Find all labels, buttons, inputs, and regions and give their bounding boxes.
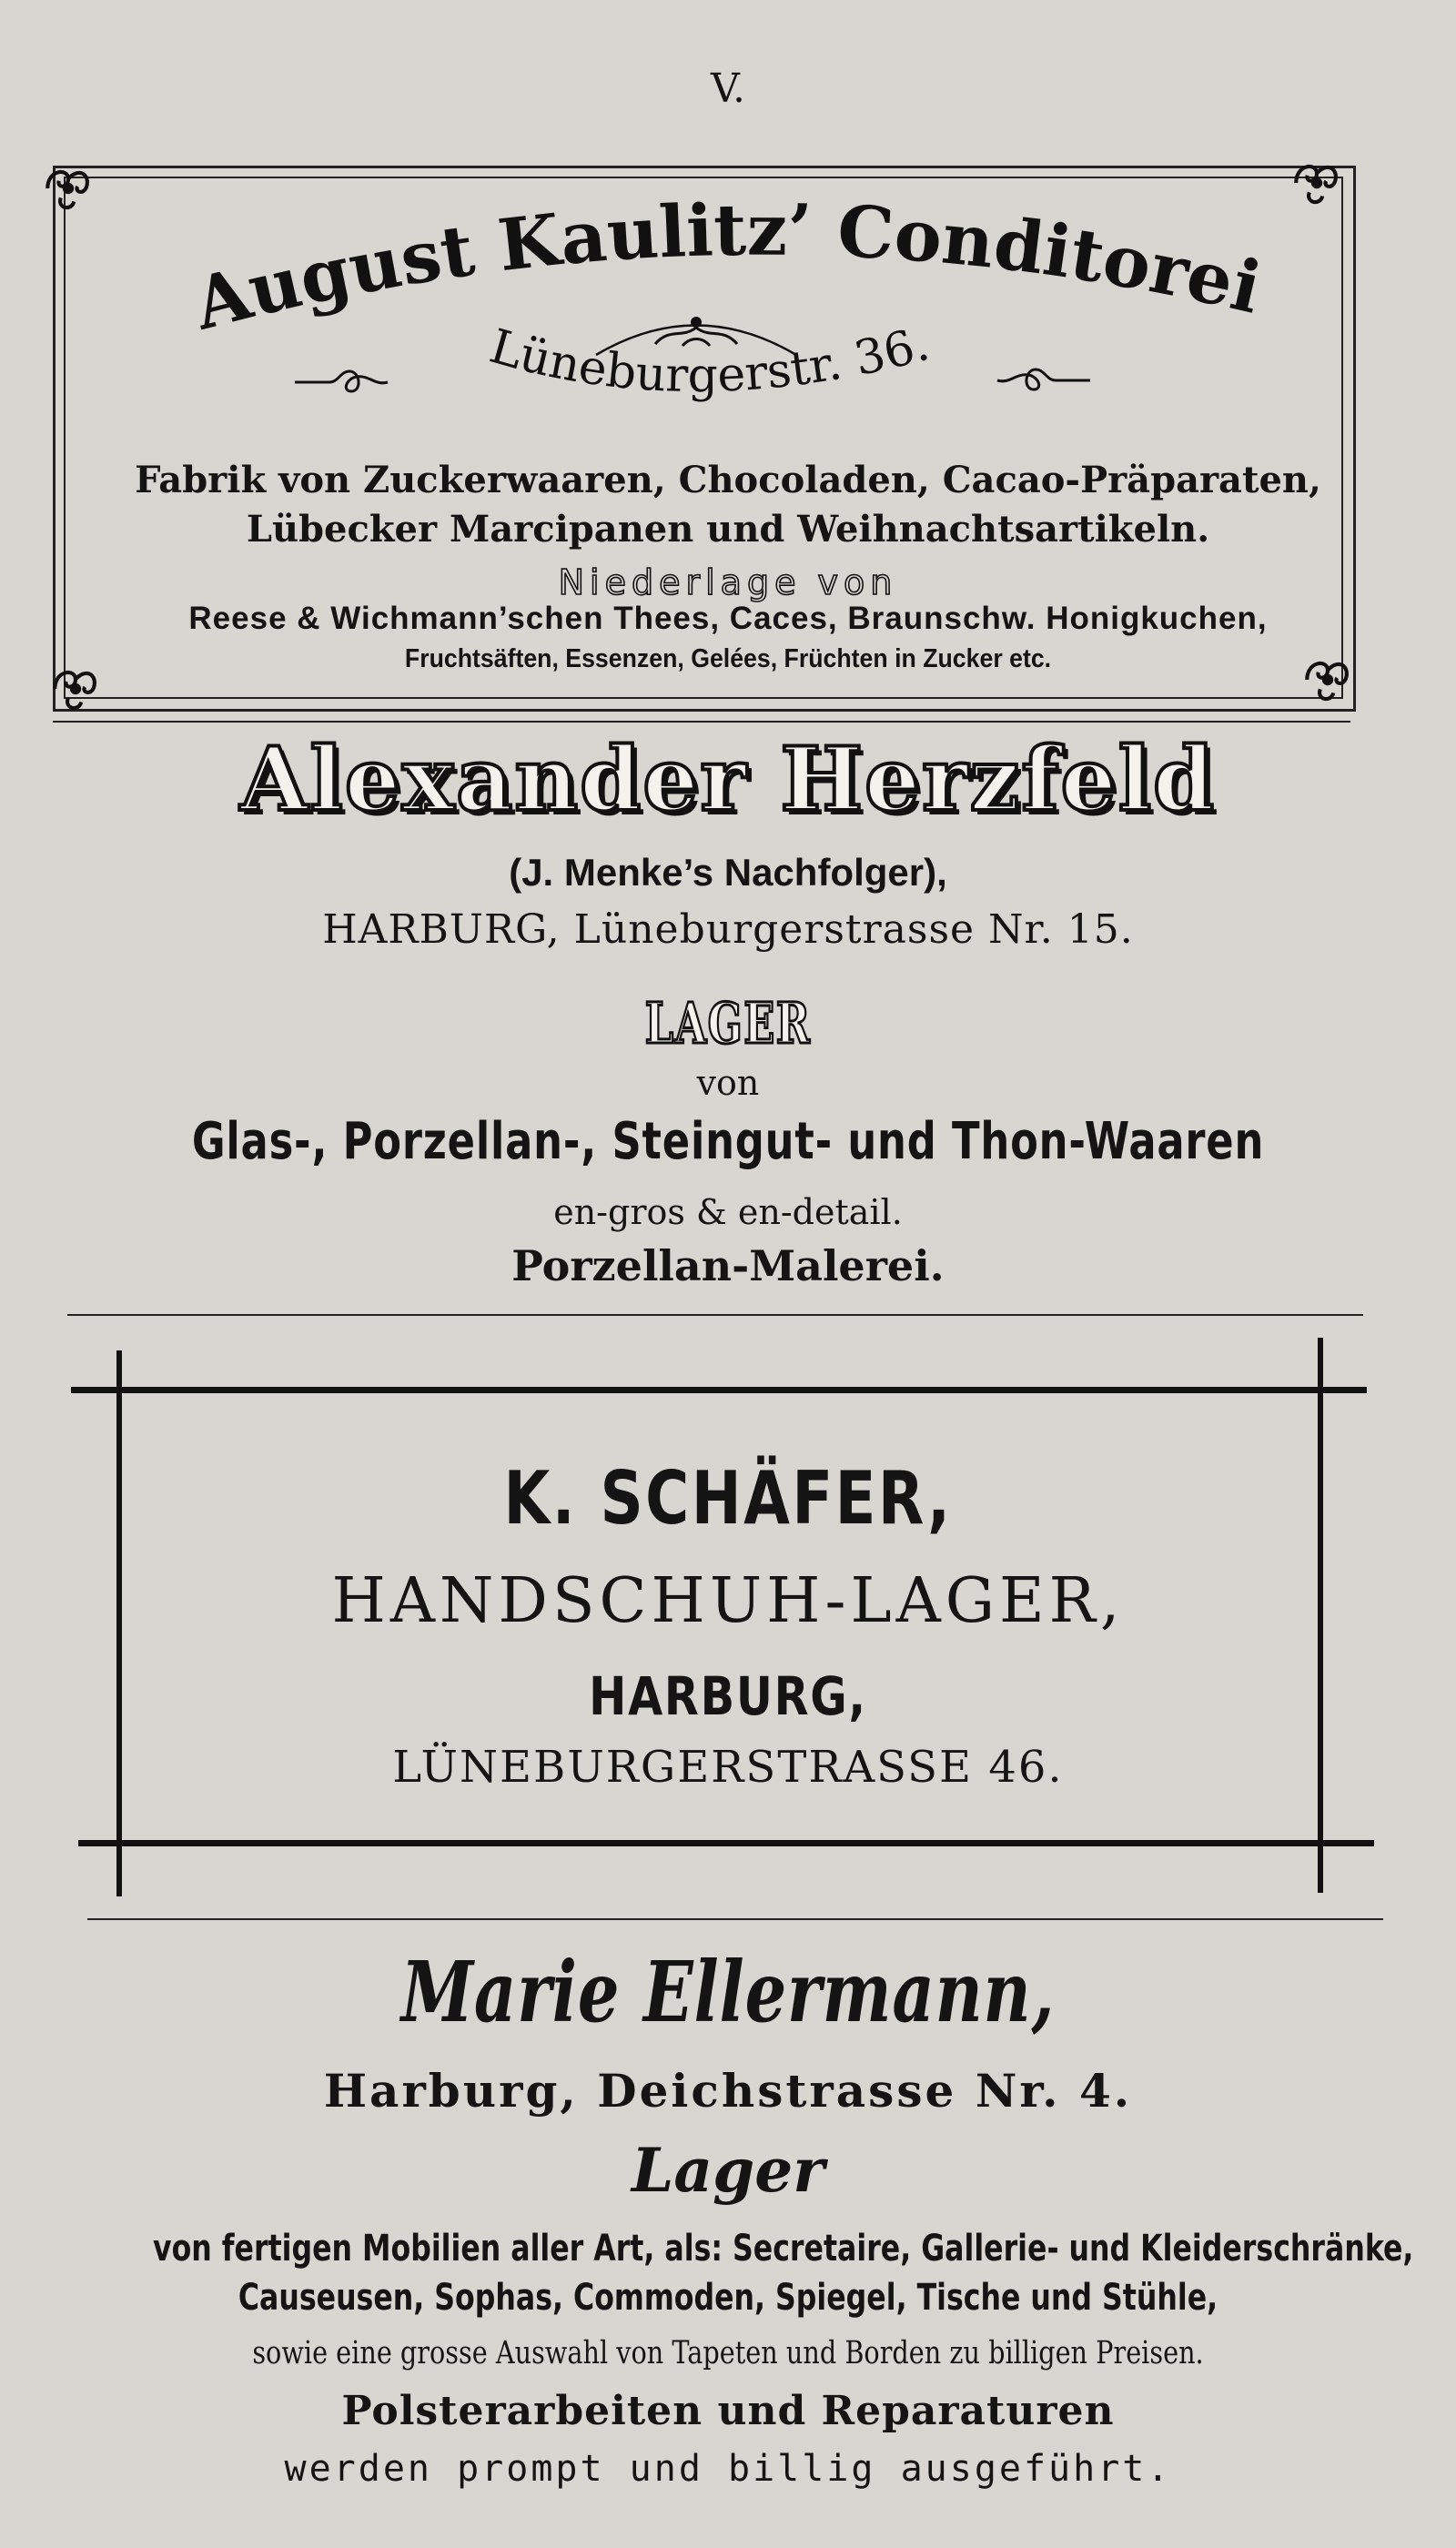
corner-ornament-icon xyxy=(40,160,96,217)
ad-herzfeld-painting: Porzellan-Malerei. xyxy=(511,1241,945,1290)
ad-schaefer-name: K. SCHÄFER, xyxy=(503,1456,953,1541)
ad-herzfeld-trade: en-gros & en-detail. xyxy=(553,1192,903,1232)
ad-herzfeld-name: Alexander Herzfeld xyxy=(239,728,1217,831)
ad-kaulitz-line4: Reese & Wichmann’schen Thees, Caces, Braunschw. Honigkuchen, xyxy=(188,601,1268,636)
ad-ellermann-address: Harburg, Deichstrasse Nr. 4. xyxy=(323,2064,1133,2118)
divider-rule xyxy=(87,1918,1383,1920)
ad-ellermann-line5: werden prompt und billig ausgeführt. xyxy=(284,2448,1172,2490)
ad-herzfeld-von: von xyxy=(696,1063,760,1103)
ad-kaulitz-line5: Fruchtsäften, Essenzen, Gelées, Früchten in Zucker etc. xyxy=(404,644,1052,673)
ad-herzfeld-successor: (J. Menke’s Nachfolger), xyxy=(509,851,947,894)
svg-text:Lüneburgerstr. 36.: Lüneburgerstr. 36. xyxy=(483,317,935,404)
ad-ellermann-line3: sowie eine grosse Auswahl von Tapeten und Borden zu billigen Preisen. xyxy=(252,2335,1204,2371)
ad-herzfeld-lager: LAGER xyxy=(644,990,812,1057)
divider-rule xyxy=(67,1314,1363,1316)
ad-schaefer-business: HANDSCHUH-LAGER, xyxy=(331,1565,1125,1637)
divider-rule xyxy=(53,721,1350,723)
ad-herzfeld-wares: Glas-, Porzellan-, Steingut- und Thon-Waaren xyxy=(191,1112,1265,1171)
svg-text:August Kaulitz’ Conditorei: August Kaulitz’ Conditorei xyxy=(185,191,1269,347)
ad-ellermann-line4: Polsterarbeiten und Reparaturen xyxy=(341,2388,1115,2434)
ad-schaefer-bar-bottom xyxy=(78,1840,1374,1846)
ad-ellermann-name: Marie Ellermann, xyxy=(400,1943,1056,2041)
ad-kaulitz-line2: Lübecker Marcipanen und Weihnachtsartikeln. xyxy=(246,508,1210,551)
ad-schaefer-bar-top xyxy=(71,1387,1367,1393)
ad-kaulitz-street xyxy=(282,309,1074,446)
ad-ellermann-line2: Causeusen, Sophas, Commoden, Spiegel, Tische und Stühle, xyxy=(238,2277,1218,2319)
ad-kaulitz-line3: Niederlage von xyxy=(558,562,898,602)
ad-ellermann-lager: Lager xyxy=(631,2135,825,2206)
ad-kaulitz-line1: Fabrik von Zuckerwaaren, Chocoladen, Cacao-Präparaten, xyxy=(135,459,1321,501)
ad-schaefer-street: LÜNEBURGERSTRASSE 46. xyxy=(392,1742,1064,1793)
ad-herzfeld-address: HARBURG, Lüneburgerstrasse Nr. 15. xyxy=(322,906,1134,953)
page-number: V. xyxy=(710,66,746,112)
ad-ellermann-line1: von fertigen Mobilien aller Art, als: Secretaire, Gallerie- und Kleiderschränke, xyxy=(153,2228,1414,2270)
ad-schaefer-city: HARBURG, xyxy=(589,1665,867,1727)
